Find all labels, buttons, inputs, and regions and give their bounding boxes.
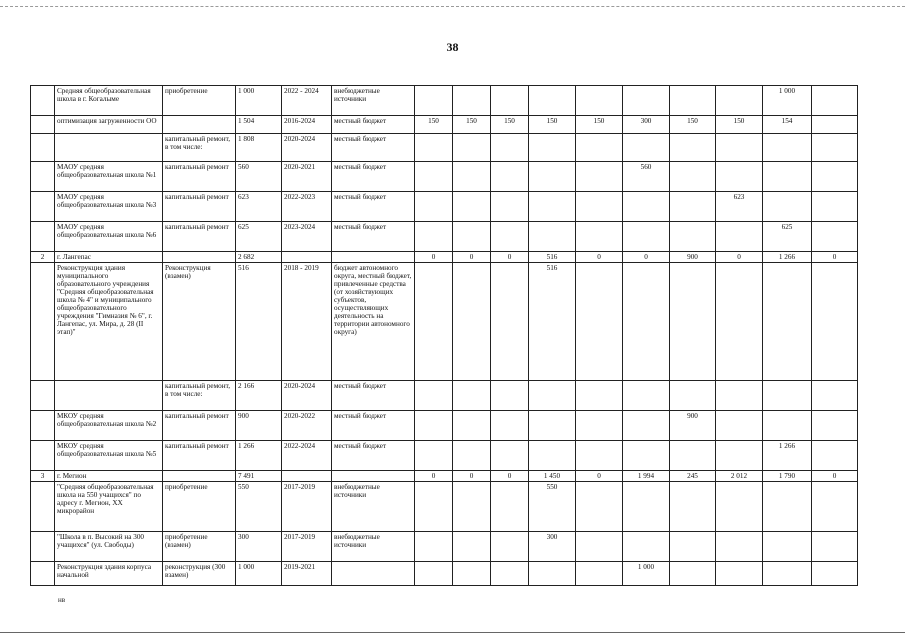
- table-cell: [812, 441, 858, 471]
- table-cell: [529, 381, 576, 411]
- table-cell: [491, 86, 529, 116]
- table-cell: капитальный ремонт, в том числе:: [163, 134, 236, 162]
- table-cell: [332, 471, 415, 482]
- table-cell: [763, 482, 812, 532]
- table-cell: [163, 116, 236, 134]
- table-cell: [623, 411, 670, 441]
- table-cell: 3: [31, 471, 55, 482]
- table-row: [31, 192, 858, 222]
- table-cell: 1 808: [236, 134, 282, 162]
- table-cell: [812, 222, 858, 252]
- table-cell: [31, 381, 55, 411]
- top-edge-line: [0, 6, 905, 7]
- table-cell: 2020-2024: [282, 134, 332, 162]
- table-cell: [576, 441, 623, 471]
- table-cell: 900: [236, 411, 282, 441]
- table-cell: [491, 441, 529, 471]
- table-cell: 2020-2021: [282, 162, 332, 192]
- table-cell: [716, 263, 763, 381]
- table-cell: [491, 381, 529, 411]
- table-cell: [453, 222, 491, 252]
- table-cell: [716, 222, 763, 252]
- table-cell: 1 266: [763, 252, 812, 263]
- table-cell: 560: [236, 162, 282, 192]
- table-cell: [491, 263, 529, 381]
- table-cell: [282, 252, 332, 263]
- table-cell: 550: [236, 482, 282, 532]
- table-cell: 0: [415, 471, 453, 482]
- table-cell: [576, 381, 623, 411]
- table-cell: 300: [236, 532, 282, 562]
- table-cell: [163, 252, 236, 263]
- table-cell: [812, 562, 858, 586]
- table-cell: [670, 482, 716, 532]
- table-cell: [163, 471, 236, 482]
- table-cell: [576, 482, 623, 532]
- table-cell: 2020-2024: [282, 381, 332, 411]
- table-cell: 550: [529, 482, 576, 532]
- table-cell: [763, 134, 812, 162]
- table-cell: [763, 562, 812, 586]
- table-cell: 300: [623, 116, 670, 134]
- table-cell: [716, 381, 763, 411]
- table-cell: приобретение: [163, 482, 236, 532]
- table-cell: 1 266: [763, 441, 812, 471]
- table-cell: [623, 192, 670, 222]
- table-cell: 900: [670, 411, 716, 441]
- table-cell: [453, 441, 491, 471]
- table-cell: 2 166: [236, 381, 282, 411]
- table-cell: [529, 162, 576, 192]
- table-cell: [31, 411, 55, 441]
- table-cell: реконструкция (300 взамен): [163, 562, 236, 586]
- table-cell: [415, 263, 453, 381]
- table-cell: 1 450: [529, 471, 576, 482]
- table-cell: "Средняя общеобразовательная школа на 550 учащихся" по адресу г. Мегион, XX микрорайон: [55, 482, 163, 532]
- table-cell: [453, 381, 491, 411]
- table-cell: 1 994: [623, 471, 670, 482]
- table-cell: [716, 441, 763, 471]
- table-cell: 2022-2024: [282, 441, 332, 471]
- table-cell: [529, 562, 576, 586]
- table-cell: местный бюджет: [332, 381, 415, 411]
- table-cell: [576, 134, 623, 162]
- table-cell: [55, 381, 163, 411]
- table-cell: [491, 134, 529, 162]
- table-row: [31, 381, 858, 411]
- table-cell: 2: [31, 252, 55, 263]
- table-cell: Средняя общеобразовательная школа в г. Когалыме: [55, 86, 163, 116]
- table-cell: [31, 116, 55, 134]
- table-cell: МАОУ средняя общеобразовательная школа №6: [55, 222, 163, 252]
- table-cell: [812, 162, 858, 192]
- table-cell: [491, 411, 529, 441]
- table-cell: г. Лангепас: [55, 252, 163, 263]
- table-row: [31, 441, 858, 471]
- table-cell: [576, 562, 623, 586]
- table-cell: [491, 192, 529, 222]
- table-cell: 154: [763, 116, 812, 134]
- table-cell: 2019-2021: [282, 562, 332, 586]
- table-cell: [623, 482, 670, 532]
- table-cell: [670, 162, 716, 192]
- table-cell: [763, 381, 812, 411]
- table-cell: [415, 482, 453, 532]
- table-cell: [529, 222, 576, 252]
- table-cell: [576, 532, 623, 562]
- table-cell: 625: [236, 222, 282, 252]
- table-cell: [282, 471, 332, 482]
- table-cell: [576, 86, 623, 116]
- table-cell: [670, 222, 716, 252]
- table-cell: [415, 134, 453, 162]
- table-cell: местный бюджет: [332, 411, 415, 441]
- table-cell: 0: [812, 471, 858, 482]
- table-cell: Реконструкция здания муниципального образовательного учреждения "Средняя общеобразовательная школа № 4" и муниципального общеобразовательного учреждения "Гимназия № 6", г. Лангепас, ул. Мира, д. 28 (II этап)": [55, 263, 163, 381]
- table-cell: капитальный ремонт, в том числе:: [163, 381, 236, 411]
- table-cell: [576, 411, 623, 441]
- table-cell: 150: [716, 116, 763, 134]
- table-cell: [332, 252, 415, 263]
- table-cell: 1 000: [236, 86, 282, 116]
- table-row: [31, 134, 858, 162]
- table-cell: [716, 162, 763, 192]
- table-cell: 516: [529, 263, 576, 381]
- table-row: [31, 532, 858, 562]
- table-cell: [623, 86, 670, 116]
- table-cell: [415, 381, 453, 411]
- table-row: [31, 263, 858, 381]
- table-cell: 2018 - 2019: [282, 263, 332, 381]
- table-cell: [576, 162, 623, 192]
- table-cell: [453, 162, 491, 192]
- table-cell: приобретение: [163, 86, 236, 116]
- table-cell: [716, 411, 763, 441]
- table-cell: 0: [812, 252, 858, 263]
- table-cell: [763, 532, 812, 562]
- bottom-edge-line: [0, 632, 905, 633]
- table-cell: МАОУ средняя общеобразовательная школа №1: [55, 162, 163, 192]
- table-cell: 1 504: [236, 116, 282, 134]
- table-row: [31, 162, 858, 192]
- table-cell: г. Мегион: [55, 471, 163, 482]
- table-cell: [812, 116, 858, 134]
- table-cell: [491, 482, 529, 532]
- table-cell: [415, 532, 453, 562]
- table-cell: [415, 411, 453, 441]
- table-cell: 300: [529, 532, 576, 562]
- table-cell: [529, 134, 576, 162]
- table-cell: 0: [623, 252, 670, 263]
- table-cell: [55, 134, 163, 162]
- table-cell: 0: [453, 252, 491, 263]
- table-cell: [670, 562, 716, 586]
- table-cell: [415, 441, 453, 471]
- table-cell: 1 000: [236, 562, 282, 586]
- table-cell: [31, 86, 55, 116]
- table-cell: 1 790: [763, 471, 812, 482]
- table-cell: 1 000: [623, 562, 670, 586]
- table-cell: Реконструкция (взамен): [163, 263, 236, 381]
- table-cell: [623, 263, 670, 381]
- table-cell: [670, 192, 716, 222]
- table-cell: [670, 381, 716, 411]
- footnote: нв: [58, 596, 66, 604]
- table-cell: 0: [491, 471, 529, 482]
- table-row: [31, 222, 858, 252]
- table-cell: [31, 532, 55, 562]
- table-cell: [453, 263, 491, 381]
- table-cell: [415, 192, 453, 222]
- table-cell: [415, 86, 453, 116]
- table-row: [31, 482, 858, 532]
- table-cell: местный бюджет: [332, 222, 415, 252]
- table-cell: [812, 482, 858, 532]
- table-cell: [453, 134, 491, 162]
- table-cell: [576, 192, 623, 222]
- table-cell: [31, 562, 55, 586]
- table-cell: [31, 162, 55, 192]
- table-cell: местный бюджет: [332, 134, 415, 162]
- table-cell: приобретение (взамен): [163, 532, 236, 562]
- table-cell: 516: [236, 263, 282, 381]
- table-cell: 0: [576, 252, 623, 263]
- table-cell: [812, 381, 858, 411]
- table-cell: 623: [716, 192, 763, 222]
- table-cell: 150: [453, 116, 491, 134]
- table-cell: [812, 532, 858, 562]
- table-row: [31, 411, 858, 441]
- table-cell: внебюджетные источники: [332, 482, 415, 532]
- table-cell: 900: [670, 252, 716, 263]
- table-cell: [453, 482, 491, 532]
- table-cell: [491, 532, 529, 562]
- table-cell: 0: [576, 471, 623, 482]
- table-cell: внебюджетные источники: [332, 86, 415, 116]
- table-cell: [670, 263, 716, 381]
- table-cell: местный бюджет: [332, 116, 415, 134]
- table-cell: [716, 86, 763, 116]
- investment-table: [30, 85, 858, 586]
- table-cell: [453, 86, 491, 116]
- table-cell: 2022 - 2024: [282, 86, 332, 116]
- table-cell: МАОУ средняя общеобразовательная школа №3: [55, 192, 163, 222]
- table-cell: [415, 222, 453, 252]
- table-cell: 2023-2024: [282, 222, 332, 252]
- table-cell: 1 000: [763, 86, 812, 116]
- table-cell: [812, 134, 858, 162]
- table-cell: местный бюджет: [332, 441, 415, 471]
- table-cell: 7 491: [236, 471, 282, 482]
- table-cell: [716, 532, 763, 562]
- table-cell: бюджет автономного округа, местный бюджет, привлеченные средства (от хозяйствующих субъектов, осуществляющих деятельность на территории автономного округа): [332, 263, 415, 381]
- table-cell: [812, 411, 858, 441]
- table-cell: 1 266: [236, 441, 282, 471]
- table-cell: [670, 441, 716, 471]
- table-cell: [812, 86, 858, 116]
- table-cell: капитальный ремонт: [163, 162, 236, 192]
- table-cell: капитальный ремонт: [163, 222, 236, 252]
- table-cell: [623, 134, 670, 162]
- table-cell: [529, 411, 576, 441]
- table-cell: [31, 134, 55, 162]
- table-cell: [576, 222, 623, 252]
- table-cell: [529, 441, 576, 471]
- table-cell: [453, 562, 491, 586]
- table-cell: [491, 562, 529, 586]
- table-cell: Реконструкция здания корпуса начальной: [55, 562, 163, 586]
- table-cell: [415, 162, 453, 192]
- table-cell: 2 012: [716, 471, 763, 482]
- table-cell: 2022-2023: [282, 192, 332, 222]
- table-cell: 623: [236, 192, 282, 222]
- table-cell: 150: [529, 116, 576, 134]
- page-number: 38: [446, 40, 459, 54]
- table-row: [31, 86, 858, 116]
- table-cell: капитальный ремонт: [163, 441, 236, 471]
- table-cell: 0: [716, 252, 763, 263]
- table-cell: [670, 86, 716, 116]
- table-cell: [31, 192, 55, 222]
- table-cell: местный бюджет: [332, 162, 415, 192]
- table-cell: 150: [576, 116, 623, 134]
- table-cell: внебюджетные источники: [332, 532, 415, 562]
- table-cell: 2017-2019: [282, 532, 332, 562]
- table-cell: [812, 263, 858, 381]
- table-cell: [453, 192, 491, 222]
- table-cell: [763, 192, 812, 222]
- table-cell: [31, 263, 55, 381]
- table-cell: 150: [415, 116, 453, 134]
- table-cell: капитальный ремонт: [163, 192, 236, 222]
- table-cell: [763, 411, 812, 441]
- table-cell: 625: [763, 222, 812, 252]
- table-cell: [670, 134, 716, 162]
- table-cell: МКОУ средняя общеобразовательная школа №2: [55, 411, 163, 441]
- table-cell: [812, 192, 858, 222]
- table-cell: [623, 441, 670, 471]
- table-cell: [623, 381, 670, 411]
- table-cell: "Школа в п. Высокий на 300 учащихся" (ул. Свободы): [55, 532, 163, 562]
- table-cell: 0: [453, 471, 491, 482]
- table-cell: [332, 562, 415, 586]
- table-row: [31, 471, 858, 482]
- table-cell: [716, 134, 763, 162]
- table-cell: [453, 532, 491, 562]
- table-cell: [529, 192, 576, 222]
- table-cell: оптимизация загруженности ОО: [55, 116, 163, 134]
- table-cell: 2020-2022: [282, 411, 332, 441]
- table-row: [31, 116, 858, 134]
- table-row: [31, 252, 858, 263]
- table-cell: 0: [491, 252, 529, 263]
- table-cell: капитальный ремонт: [163, 411, 236, 441]
- table-cell: [31, 441, 55, 471]
- table-cell: [576, 263, 623, 381]
- table-cell: [415, 562, 453, 586]
- table-cell: 150: [491, 116, 529, 134]
- table-cell: [716, 562, 763, 586]
- table-cell: МКОУ средняя общеобразовательная школа №5: [55, 441, 163, 471]
- table-cell: 2016-2024: [282, 116, 332, 134]
- table-cell: [763, 263, 812, 381]
- table-cell: 0: [415, 252, 453, 263]
- table-row: [31, 562, 858, 586]
- table-cell: 2017-2019: [282, 482, 332, 532]
- table-cell: [716, 482, 763, 532]
- table-cell: 245: [670, 471, 716, 482]
- table-cell: [763, 162, 812, 192]
- table-cell: [623, 532, 670, 562]
- table-cell: 516: [529, 252, 576, 263]
- table-cell: 2 682: [236, 252, 282, 263]
- table-cell: 560: [623, 162, 670, 192]
- table-cell: [491, 162, 529, 192]
- table-cell: [670, 532, 716, 562]
- table-cell: [491, 222, 529, 252]
- table-cell: [529, 86, 576, 116]
- table-cell: местный бюджет: [332, 192, 415, 222]
- table-cell: [31, 222, 55, 252]
- table-cell: [31, 482, 55, 532]
- table-cell: [453, 411, 491, 441]
- table-cell: 150: [670, 116, 716, 134]
- table-cell: [623, 222, 670, 252]
